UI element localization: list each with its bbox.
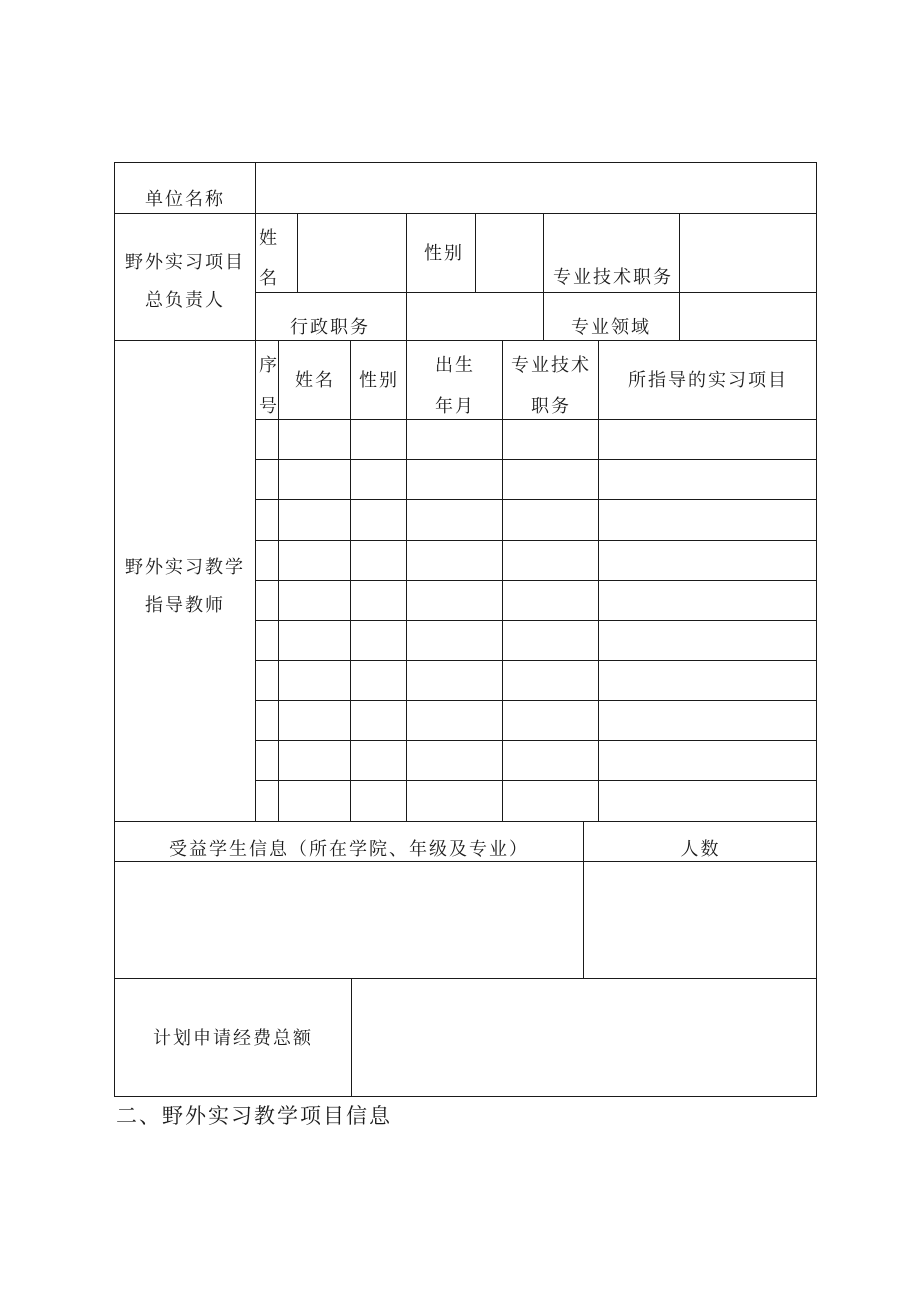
section-heading: 二、野外实习教学项目信息 [116,1104,392,1128]
col-header-title-line1: 专业技术 [511,355,591,376]
leader-field-field[interactable] [681,294,815,339]
students-info-field[interactable] [116,863,582,977]
leader-name-label-char1: 姓 [259,228,279,249]
leader-label-line2: 总负责人 [145,290,225,311]
unit-name-field[interactable] [258,165,814,211]
leader-title-field[interactable] [681,215,815,291]
col-header-birth-line2: 年月 [435,396,475,417]
leader-name-label-char2: 名 [259,268,279,289]
leader-label-line1: 野外实习项目 [125,252,245,273]
teachers-label-line1: 野外实习教学 [125,557,245,578]
budget-label: 计划申请经费总额 [153,1028,313,1049]
teachers-table-body[interactable] [257,421,815,820]
teachers-label-line2: 指导教师 [145,595,225,616]
leader-admin-position-field[interactable] [408,294,542,339]
col-header-birth-line1: 出生 [435,355,475,376]
leader-field-label: 专业领域 [571,317,651,338]
col-header-project: 所指导的实习项目 [628,370,788,391]
table-top-border [114,162,817,163]
col-header-name: 姓名 [295,370,335,391]
students-count-label: 人数 [680,839,721,860]
row-divider [114,821,817,822]
leader-title-label: 专业技术职务 [553,267,673,288]
leader-name-field[interactable] [299,215,405,291]
table-bottom-border [114,1096,817,1097]
leader-gender-label: 性别 [424,243,464,264]
col-header-gender: 性别 [359,370,399,391]
budget-field[interactable] [353,980,815,1095]
row-divider [114,340,817,341]
table-right-border [816,162,817,1097]
students-count-field[interactable] [585,863,815,977]
col-header-seq-char2: 号 [259,396,279,417]
col-header-seq-char1: 序 [259,355,279,376]
students-info-label: 受益学生信息（所在学院、年级及专业） [169,839,529,860]
col-header-title-line2: 职务 [531,396,571,417]
unit-name-label: 单位名称 [145,189,225,210]
leader-gender-field[interactable] [477,215,542,291]
leader-admin-position-label: 行政职务 [290,317,370,338]
column-divider [543,213,544,341]
